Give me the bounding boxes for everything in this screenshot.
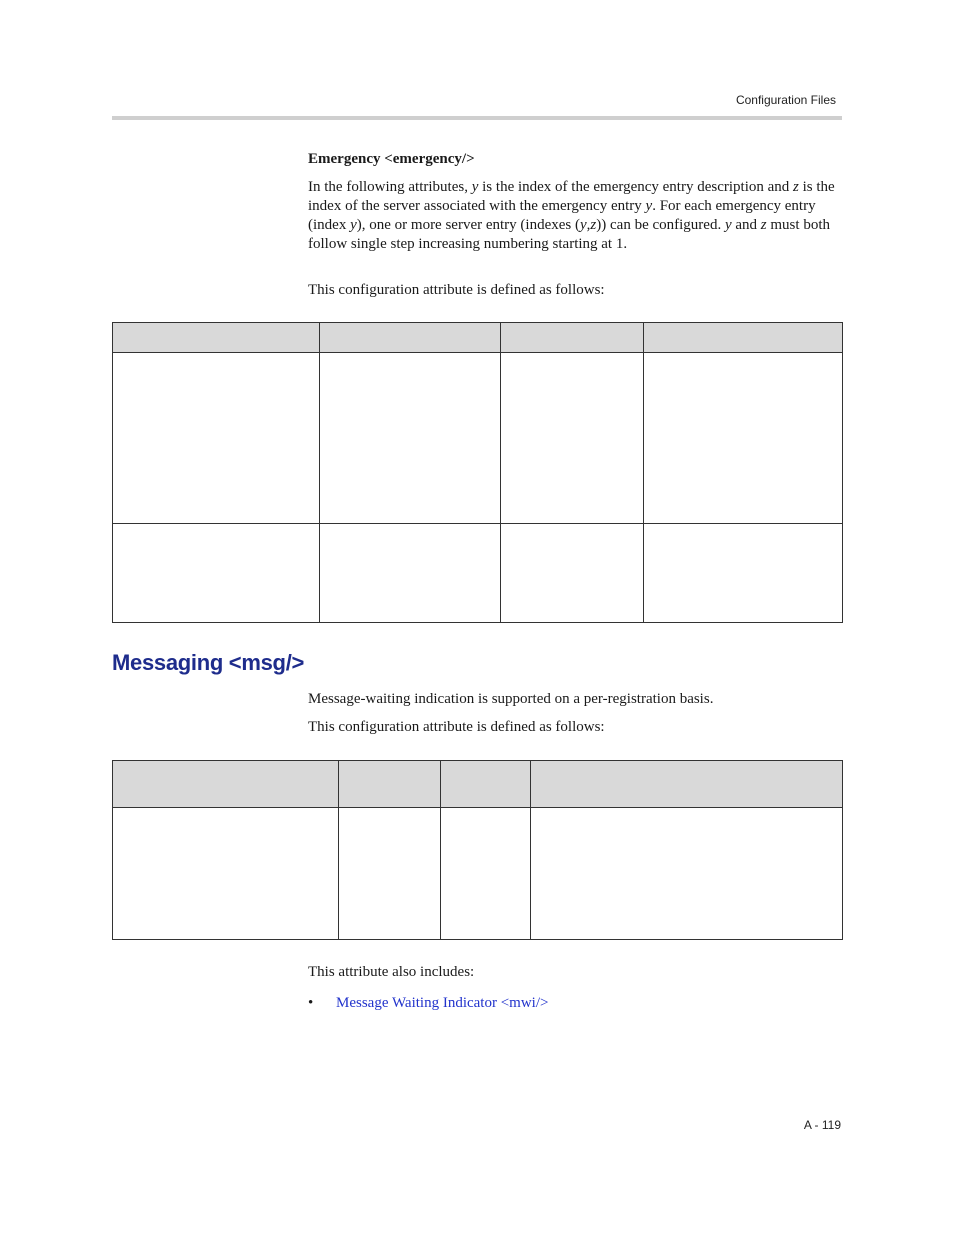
- table-cell: [320, 524, 501, 623]
- italic-variable: z: [793, 179, 799, 195]
- header-rule: [112, 116, 842, 120]
- italic-variable: y: [724, 217, 732, 233]
- text-run: In the following attributes,: [308, 179, 472, 195]
- table-header-cell: [113, 323, 320, 353]
- table-cell: [441, 808, 531, 940]
- messaging-defined-as: This configuration attribute is defined as follows:: [308, 719, 605, 735]
- page-number: A - 119: [803, 1118, 841, 1132]
- messaging-includes-label: This attribute also includes:: [308, 964, 475, 980]
- running-header: Configuration Files: [735, 93, 836, 107]
- text-run: ,: [586, 217, 591, 233]
- table-cell: [501, 353, 644, 524]
- table-row: [113, 353, 843, 524]
- italic-variable: y: [580, 217, 587, 233]
- table-header-cell: [501, 323, 644, 353]
- italic-variable: y: [645, 198, 653, 214]
- italic-variable: y: [471, 179, 479, 195]
- mwi-link[interactable]: Message Waiting Indicator <mwi/>: [336, 995, 549, 1011]
- text-run: ), one or more server entry (indexes (: [356, 217, 580, 233]
- text-run: must both follow single step increasing numbering starting at 1.: [308, 217, 830, 252]
- text-run: )) can be configured.: [596, 217, 725, 233]
- emergency-attribute-table: [112, 322, 843, 623]
- table-header-cell: [339, 761, 441, 808]
- text-run: is the index of the server associated with the emergency entry: [308, 179, 835, 214]
- messaging-section-title: Messaging <msg/>: [112, 650, 305, 675]
- emergency-heading: Emergency <emergency/>: [308, 151, 475, 167]
- emergency-defined-as: This configuration attribute is defined as follows:: [308, 282, 605, 298]
- bullet-glyph: •: [308, 995, 314, 1011]
- table-cell: [531, 808, 843, 940]
- text-run: . For each emergency entry (index: [308, 198, 816, 233]
- italic-variable: z: [760, 217, 767, 233]
- table-row: [113, 524, 843, 623]
- italic-variable: y: [350, 217, 357, 233]
- table-cell: [113, 524, 320, 623]
- table-cell: [644, 353, 843, 524]
- messaging-attribute-table: [112, 760, 843, 940]
- table-header-cell: [113, 761, 339, 808]
- table-header-cell: [644, 323, 843, 353]
- emergency-intro-paragraph: [308, 178, 842, 254]
- text-run: and: [731, 217, 761, 233]
- table-cell: [113, 808, 339, 940]
- table-cell: [644, 524, 843, 623]
- messaging-description: Message-waiting indication is supported on a per-registration basis.: [308, 691, 714, 707]
- italic-variable: z: [590, 217, 597, 233]
- text-run: is the index of the emergency entry description and: [478, 179, 794, 195]
- table-header-cell: [441, 761, 531, 808]
- table-cell: [320, 353, 501, 524]
- table-header-cell: [320, 323, 501, 353]
- table-cell: [113, 353, 320, 524]
- table-cell: [339, 808, 441, 940]
- table-row: [113, 808, 843, 940]
- table-header-cell: [531, 761, 843, 808]
- table-cell: [501, 524, 644, 623]
